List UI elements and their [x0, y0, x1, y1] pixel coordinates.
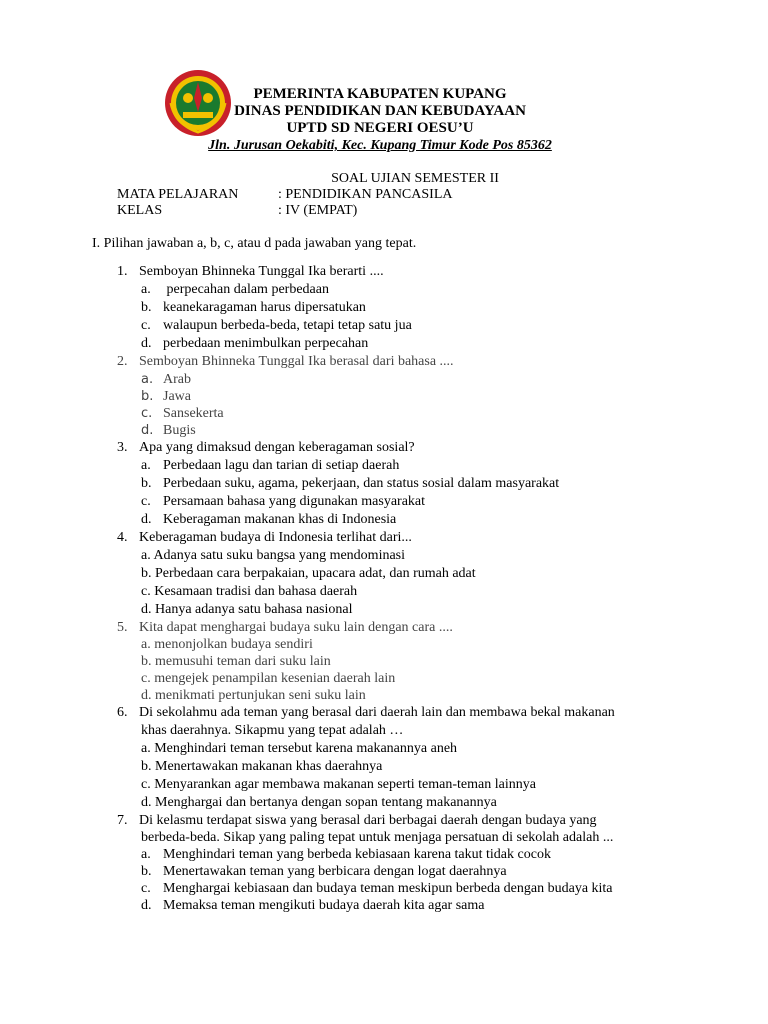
question-stem-continued: berbeda-beda. Sikap yang paling tepat untuk menjaga persatuan di sekolah adalah ...: [141, 830, 614, 845]
letterhead: [160, 86, 600, 154]
option-text: Memaksa teman mengikuti budaya daerah kita agar sama: [163, 898, 485, 913]
exam-title: SOAL UJIAN SEMESTER II: [331, 171, 499, 186]
option: c. Menyarankan agar membawa makanan seperti teman-teman lainnya: [141, 777, 536, 792]
option-text: Perbedaan lagu dan tarian di setiap daerah: [163, 458, 400, 473]
option-text: Bugis: [163, 423, 196, 438]
option-letter: b.: [141, 389, 154, 404]
option-text: perbedaan menimbulkan perpecahan: [163, 336, 369, 351]
option-letter: c.: [141, 881, 151, 896]
option: [141, 880, 681, 898]
option: [141, 405, 681, 423]
option-text: Menertawakan teman yang berbicara dengan logat daerahnya: [163, 864, 507, 879]
header-line-2: DINAS PENDIDIKAN DAN KEBUDAYAAN: [234, 103, 526, 119]
question-number: 7.: [117, 813, 128, 828]
subject-label: MATA PELAJARAN: [117, 187, 239, 202]
instruction: I. Pilihan jawaban a, b, c, atau d pada jawaban yang tepat.: [92, 236, 417, 251]
option: b. Perbedaan cara berpakaian, upacara adat, dan rumah adat: [141, 566, 476, 581]
option: d. Hanya adanya satu bahasa nasional: [141, 602, 353, 617]
option: [141, 299, 681, 317]
option: [141, 457, 681, 475]
option-letter: c.: [141, 318, 151, 333]
option-text: keanekaragaman harus dipersatukan: [163, 300, 366, 315]
subject-value: : PENDIDIKAN PANCASILA: [278, 187, 453, 202]
option-letter: b.: [141, 300, 152, 315]
question-number: 5.: [117, 620, 128, 635]
option: [141, 388, 681, 406]
class-value: : IV (EMPAT): [278, 203, 358, 218]
header-line-3: UPTD SD NEGERI OESU’U: [286, 120, 474, 136]
option: [141, 511, 681, 529]
option: d. Menghargai dan bertanya dengan sopan tentang makanannya: [141, 795, 497, 810]
question-3: [117, 439, 677, 457]
option: d. menikmati pertunjukan seni suku lain: [141, 688, 366, 703]
option-text: Menghindari teman yang berbeda kebiasaan karena takut tidak cocok: [163, 847, 551, 862]
option: a. Adanya satu suku bangsa yang mendominasi: [141, 548, 406, 563]
subject-row: [117, 187, 453, 203]
option: b. memusuhi teman dari suku lain: [141, 654, 331, 669]
option-letter: b.: [141, 476, 152, 491]
question-stem-continued: khas daerahnya. Sikapmu yang tepat adalah …: [141, 723, 404, 738]
option-text: Menghargai kebiasaan dan budaya teman meskipun berbeda dengan budaya kita: [163, 881, 613, 896]
question-stem: Kita dapat menghargai budaya suku lain dengan cara ....: [139, 620, 453, 635]
option: [141, 493, 681, 511]
option-text: Keberagaman makanan khas di Indonesia: [163, 512, 397, 527]
option-letter: a.: [141, 847, 151, 862]
option: [141, 422, 681, 440]
option-letter: a.: [141, 282, 151, 297]
class-row: [117, 203, 357, 219]
question-stem: Semboyan Bhinneka Tunggal Ika berasal dari bahasa ....: [139, 354, 454, 369]
option: b. Menertawakan makanan khas daerahnya: [141, 759, 383, 774]
question-number: 2.: [117, 354, 128, 369]
option-text: perpecahan dalam perbedaan: [163, 282, 329, 297]
option: [141, 371, 681, 389]
option-text: Perbedaan suku, agama, pekerjaan, dan status sosial dalam masyarakat: [163, 476, 560, 491]
option: c. mengejek penampilan kesenian daerah lain: [141, 671, 396, 686]
option-letter: c.: [141, 494, 151, 509]
option-letter: a.: [141, 372, 154, 387]
question-2: [117, 353, 677, 371]
question-1: [117, 263, 677, 281]
option-text: walaupun berbeda-beda, tetapi tetap satu jua: [163, 318, 412, 333]
option: [141, 863, 681, 881]
question-stem: Semboyan Bhinneka Tunggal Ika berarti ....: [139, 264, 384, 279]
option: [141, 475, 681, 493]
option-text: Arab: [163, 372, 191, 387]
header-address: Jln. Jurusan Oekabiti, Kec. Kupang Timur Kode Pos 85362: [208, 138, 552, 153]
question-number: 1.: [117, 264, 128, 279]
option: a. menonjolkan budaya sendiri: [141, 637, 313, 652]
option-letter: a.: [141, 458, 151, 473]
question-number: 3.: [117, 440, 128, 455]
option-text: Persamaan bahasa yang digunakan masyarakat: [163, 494, 426, 509]
question-stem: Di sekolahmu ada teman yang berasal dari daerah lain dan membawa bekal makanan: [139, 705, 615, 720]
question-stem: Apa yang dimaksud dengan keberagaman sosial?: [139, 440, 415, 455]
option: [141, 317, 681, 335]
option-letter: d.: [141, 336, 152, 351]
option: [141, 897, 681, 915]
option-letter: d.: [141, 898, 152, 913]
question-6: [117, 704, 677, 722]
question-stem: Di kelasmu terdapat siswa yang berasal dari berbagai daerah dengan budaya yang: [139, 813, 597, 828]
option-letter: c.: [141, 406, 153, 421]
option-letter: d.: [141, 512, 152, 527]
option-text: Jawa: [163, 389, 191, 404]
option: [141, 335, 681, 353]
question-4: [117, 529, 677, 547]
option: [141, 846, 681, 864]
question-number: 4.: [117, 530, 128, 545]
option: a. Menghindari teman tersebut karena makanannya aneh: [141, 741, 458, 756]
option-text: Sansekerta: [163, 406, 224, 421]
class-label: KELAS: [117, 203, 163, 218]
option: [141, 281, 681, 299]
question-number: 6.: [117, 705, 128, 720]
header-line-1: PEMERINTA KABUPATEN KUPANG: [253, 86, 507, 102]
option-letter: d.: [141, 423, 154, 438]
option: c. Kesamaan tradisi dan bahasa daerah: [141, 584, 358, 599]
option-letter: b.: [141, 864, 152, 879]
question-stem: Keberagaman budaya di Indonesia terlihat dari...: [139, 530, 412, 545]
question-7: [117, 812, 677, 830]
question-5: [117, 619, 677, 637]
